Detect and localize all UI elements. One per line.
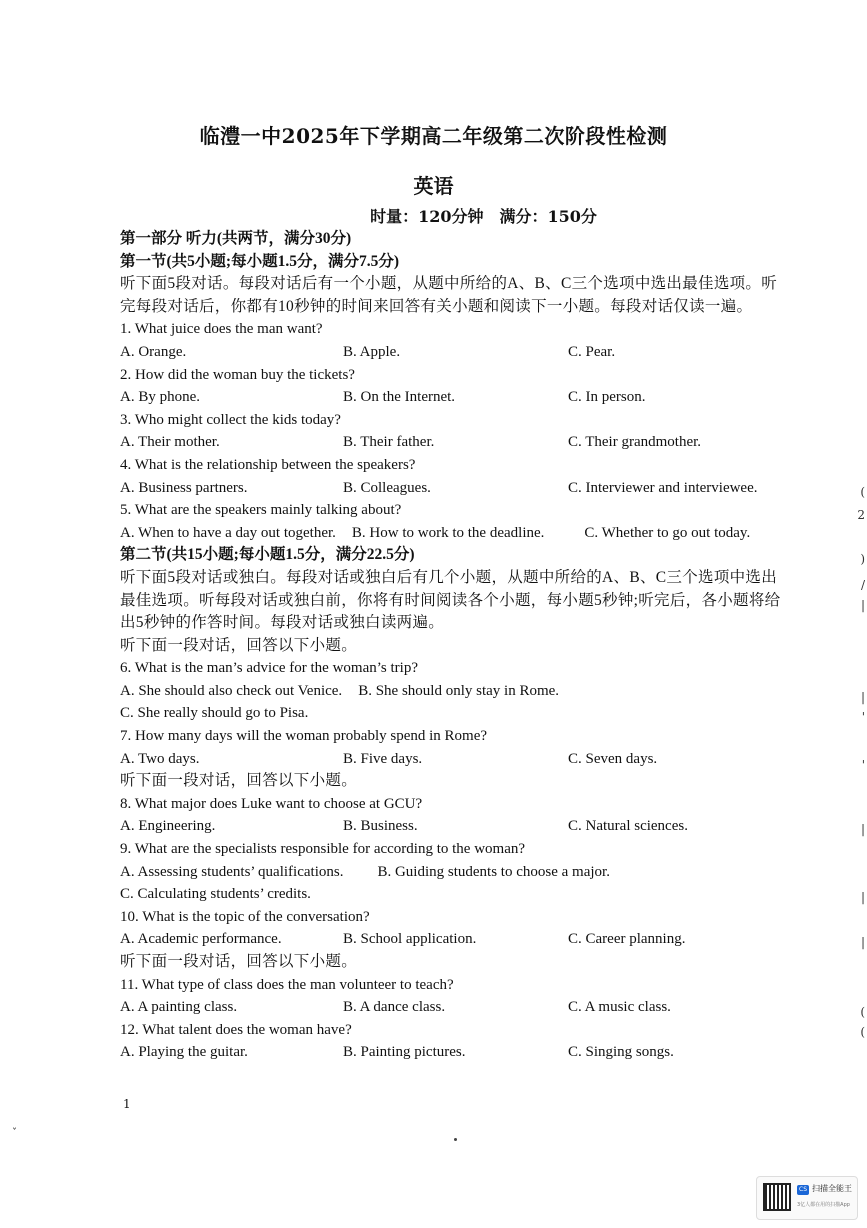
option-b: B. Colleagues. bbox=[343, 479, 431, 496]
question-options bbox=[120, 477, 830, 500]
subject-title: 英语 bbox=[413, 174, 454, 198]
option-c: C. Pear. bbox=[568, 343, 616, 360]
scanner-app-tagline: 3亿人都在用的扫描App bbox=[797, 1202, 850, 1208]
option-b: B. She should only stay in Rome. bbox=[358, 682, 560, 699]
option-b: B. School application. bbox=[343, 931, 477, 948]
question-options bbox=[120, 386, 830, 409]
option-b: B. Five days. bbox=[343, 750, 423, 767]
option-c: C. Career planning. bbox=[568, 931, 686, 948]
option-a: A. Their mother. bbox=[120, 434, 220, 451]
question-stem: 4. What is the relationship between the speakers? bbox=[120, 456, 416, 473]
question-options bbox=[120, 928, 830, 951]
question-stem: 12. What talent does the woman have? bbox=[120, 1021, 352, 1038]
scan-artifact: ˇ bbox=[12, 1128, 17, 1139]
cs-logo-icon: CS bbox=[799, 1186, 807, 1193]
question-stem: 6. What is the man’s advice for the woman’s trip? bbox=[120, 660, 418, 677]
option-a: A. Playing the guitar. bbox=[120, 1044, 248, 1061]
section1-instruction: 完每段对话后，你都有10秒钟的时间来回答有关小题和阅读下一小题。每段对话仅读一遍。 bbox=[120, 297, 753, 315]
scanner-app-name: 扫描全能王 bbox=[812, 1184, 852, 1193]
question-options bbox=[120, 996, 830, 1019]
option-c: C. Whether to go out today. bbox=[584, 524, 751, 541]
option-a: A. She should also check out Venice. bbox=[120, 682, 343, 699]
option-b: B. On the Internet. bbox=[343, 389, 456, 406]
question-stem: 9. What are the specialists responsible for according to the woman? bbox=[120, 841, 526, 858]
edge-mark: | bbox=[860, 598, 865, 612]
option-a: A. Academic performance. bbox=[120, 931, 282, 948]
question-options bbox=[120, 341, 830, 364]
option-a: A. A painting class. bbox=[120, 999, 238, 1016]
dialog-note: 听下面一段对话，回答以下小题。 bbox=[120, 953, 358, 970]
option-c: C. Singing songs. bbox=[568, 1044, 674, 1061]
option-b: B. Apple. bbox=[343, 343, 401, 360]
option-a: A. Assessing students’ qualifications. bbox=[120, 863, 344, 880]
option-b: B. A dance class. bbox=[343, 999, 446, 1016]
section1-heading: 第一节(共5小题;每小题1.5分，满分7.5分) bbox=[120, 252, 399, 270]
scanner-watermark-badge bbox=[756, 1176, 858, 1220]
question-stem: 10. What is the topic of the conversation? bbox=[120, 908, 370, 925]
option-a: A. Business partners. bbox=[120, 479, 248, 496]
option-b: B. Business. bbox=[343, 818, 418, 835]
option-c: C. Calculating students’ credits. bbox=[120, 886, 311, 903]
scan-dot bbox=[454, 1138, 457, 1141]
dialog-note: 听下面一段对话，回答以下小题。 bbox=[120, 772, 358, 790]
edge-mark: ) bbox=[860, 552, 865, 566]
qr-code-icon bbox=[763, 1183, 791, 1211]
option-c: C. Their grandmother. bbox=[568, 434, 702, 451]
option-c: C. Seven days. bbox=[568, 750, 658, 767]
option-c: C. She really should go to Pisa. bbox=[120, 705, 309, 722]
edge-mark: ' bbox=[861, 758, 865, 772]
question-options bbox=[120, 861, 830, 884]
edge-mark: ( bbox=[860, 1005, 865, 1019]
question-options bbox=[120, 522, 830, 545]
exam-title: 临澧一中2025年下学期高二年级第二次阶段性检测 bbox=[199, 124, 668, 148]
option-a: A. Two days. bbox=[120, 750, 200, 767]
option-c: C. Natural sciences. bbox=[568, 818, 688, 835]
question-options bbox=[120, 431, 830, 454]
question-options bbox=[120, 748, 830, 771]
option-b: B. Guiding students to choose a major. bbox=[377, 863, 610, 880]
question-options bbox=[120, 1041, 830, 1064]
question-stem: 1. What juice does the man want? bbox=[120, 321, 323, 338]
option-a: A. By phone. bbox=[120, 389, 200, 406]
edge-mark: / bbox=[860, 578, 865, 592]
option-c: C. A music class. bbox=[568, 999, 671, 1016]
section2-instruction: 出5秒钟的作答时间。每段对话或独白读两遍。 bbox=[120, 614, 445, 632]
time-and-score: 时量：120分钟 满分：150分 bbox=[370, 207, 597, 226]
section2-instruction: 最佳选项。听每段对话或独白前，你将有时间阅读各个小题，每小题5秒钟;听完后，各小题将给 bbox=[120, 591, 781, 609]
question-options bbox=[120, 680, 830, 703]
section1-instruction: 听下面5段对话。每段对话后有一个小题，从题中所给的A、B、C三个选项中选出最佳选项。听 bbox=[120, 275, 778, 293]
section2-heading: 第二节(共15小题;每小题1.5分，满分22.5分) bbox=[120, 546, 415, 564]
question-stem: 7. How many days will the woman probably spend in Rome? bbox=[120, 728, 488, 745]
page-number: 1 bbox=[123, 1097, 131, 1111]
option-b: B. How to work to the deadline. bbox=[351, 524, 545, 541]
option-b: B. Painting pictures. bbox=[343, 1044, 466, 1061]
question-stem: 8. What major does Luke want to choose at GCU? bbox=[120, 795, 423, 812]
part1-heading: 第一部分 听力(共两节，满分30分) bbox=[120, 230, 352, 247]
option-b: B. Their father. bbox=[343, 434, 435, 451]
question-stem: 3. Who might collect the kids today? bbox=[120, 411, 341, 428]
edge-mark: | bbox=[860, 822, 865, 836]
question-options bbox=[120, 815, 830, 838]
edge-mark: 2 bbox=[857, 508, 865, 522]
dialog-note: 听下面一段对话，回答以下小题。 bbox=[120, 636, 358, 654]
question-stem: 5. What are the speakers mainly talking about? bbox=[120, 502, 402, 519]
edge-mark: | bbox=[860, 890, 865, 904]
edge-mark: ' bbox=[861, 710, 865, 724]
option-a: A. Orange. bbox=[120, 343, 187, 360]
option-c: C. Interviewer and interviewee. bbox=[568, 479, 758, 496]
option-a: A. Engineering. bbox=[120, 818, 216, 835]
edge-mark: ( bbox=[860, 1025, 865, 1039]
option-a: A. When to have a day out together. bbox=[120, 524, 336, 541]
question-stem: 2. How did the woman buy the tickets? bbox=[120, 366, 355, 383]
edge-mark: | bbox=[860, 935, 865, 949]
section2-instruction: 听下面5段对话或独白。每段对话或独白后有几个小题，从题中所给的A、B、C三个选项中选出 bbox=[120, 568, 778, 586]
question-stem: 11. What type of class does the man volunteer to teach? bbox=[120, 976, 454, 993]
edge-mark: | bbox=[860, 690, 865, 704]
option-c: C. In person. bbox=[568, 389, 646, 406]
edge-mark: ( bbox=[860, 485, 865, 499]
exam-content bbox=[120, 228, 830, 1064]
